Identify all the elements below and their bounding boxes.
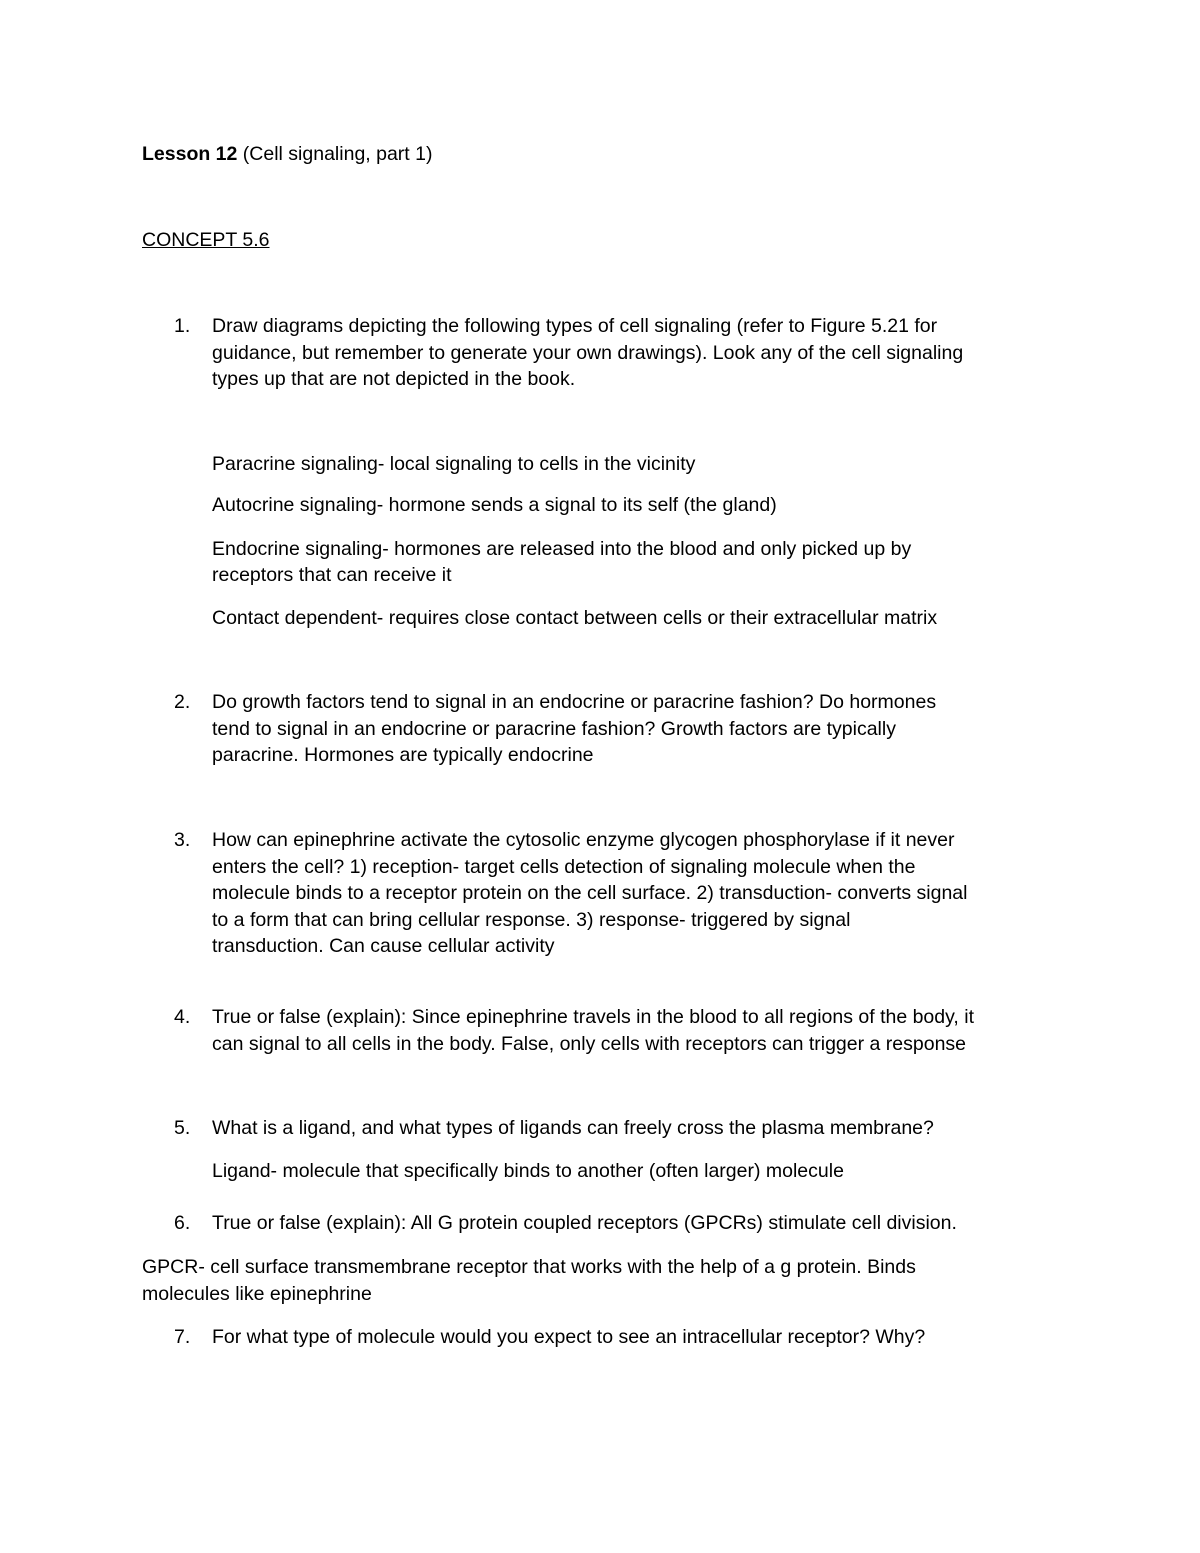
question-line: Draw diagrams depicting the following types of cell signaling (refer to Figure 5.21 for	[212, 315, 938, 337]
lesson-title	[142, 141, 432, 168]
question-line: How can epinephrine activate the cytosolic enzyme glycogen phosphorylase if it never	[212, 829, 955, 851]
question-line: molecule binds to a receptor protein on the cell surface. 2) transduction- converts signal	[212, 882, 968, 904]
answer-autocrine: Autocrine signaling- hormone sends a signal to its self (the gland)	[212, 494, 777, 516]
question-text	[212, 313, 1074, 393]
question-line: tend to signal in an endocrine or paracrine fashion? Growth factors are typically	[212, 717, 896, 740]
question-number: 3.	[174, 829, 191, 851]
concept-heading: CONCEPT 5.6	[142, 229, 270, 251]
question-line: transduction. Can cause cellular activity	[212, 935, 555, 957]
question-text	[212, 1324, 1074, 1351]
question-number: 7.	[174, 1326, 191, 1348]
question-number: 5.	[174, 1117, 191, 1139]
question-line: to a form that can bring cellular response. 3) response- triggered by signal	[212, 908, 851, 931]
question-line: paracrine. Hormones are typically endocrine	[212, 744, 594, 766]
question-line: guidance, but remember to generate your own drawings). Look any of the cell signaling	[212, 341, 964, 364]
question-number: 4.	[174, 1006, 191, 1028]
question-number: 1.	[174, 315, 191, 337]
question-line: True or false (explain): Since epinephrine travels in the blood to all regions of the body, it	[212, 1006, 975, 1028]
question-line: enters the cell? 1) reception- target cells detection of signaling molecule when the	[212, 855, 916, 878]
answer-line: GPCR- cell surface transmembrane receptor that works with the help of a g protein. Binds	[142, 1256, 916, 1278]
question-line: True or false (explain): All G protein coupled receptors (GPCRs) stimulate cell division.	[212, 1212, 957, 1234]
lesson-title-rest: (Cell signaling, part 1)	[237, 143, 433, 165]
question-line: types up that are not depicted in the book.	[212, 368, 576, 390]
question-text	[212, 689, 1074, 769]
answer-endocrine-line-1: Endocrine signaling- hormones are released into the blood and only picked up by	[212, 538, 912, 560]
answer-paracrine: Paracrine signaling- local signaling to cells in the vicinity	[212, 453, 696, 475]
question-text	[212, 827, 1074, 960]
question-line: can signal to all cells in the body. False, only cells with receptors can trigger a response	[212, 1032, 967, 1055]
answer-endocrine-line-2: receptors that can receive it	[212, 564, 452, 586]
question-text	[212, 1210, 1074, 1237]
answer-gpcr	[142, 1254, 916, 1307]
question-line: Do growth factors tend to signal in an endocrine or paracrine fashion? Do hormones	[212, 691, 937, 713]
question-number: 2.	[174, 691, 191, 713]
question-number: 6.	[174, 1212, 191, 1234]
answer-ligand: Ligand- molecule that specifically binds to another (often larger) molecule	[212, 1160, 844, 1182]
answer-line: molecules like epinephrine	[142, 1282, 372, 1305]
question-line: For what type of molecule would you expect to see an intracellular receptor? Why?	[212, 1326, 926, 1348]
answer-contact-dependent: Contact dependent- requires close contact between cells or their extracellular matrix	[212, 607, 938, 629]
question-text	[212, 1115, 1074, 1142]
lesson-title-bold: Lesson 12	[142, 143, 238, 165]
question-line: What is a ligand, and what types of ligands can freely cross the plasma membrane?	[212, 1117, 934, 1139]
question-text	[212, 1004, 1074, 1057]
